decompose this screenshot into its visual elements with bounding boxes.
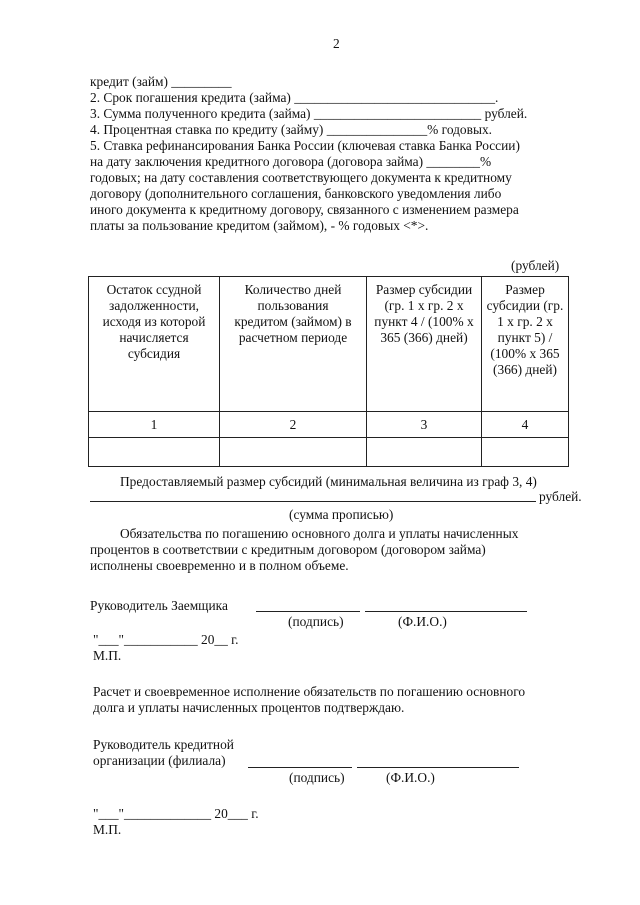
line-refinancing-cont3: иного документа к кредитному договору, связанного с изменением размера: [90, 202, 519, 217]
table-row: [89, 438, 569, 467]
line-interest-rate: 4. Процентная ставка по кредиту (займу) _______________% годовых.: [90, 122, 492, 137]
provided-subsidy-line: Предоставляемый размер субсидий (минимальная величина из граф 3, 4): [120, 474, 537, 489]
table-cell: 4: [482, 412, 569, 438]
line-refinancing-cont1: годовых; на дату составления соответствующего документа к кредитному: [90, 170, 512, 185]
line-refinancing-rate: 5. Ставка рефинансирования Банка России (ключевая ставка Банка России): [90, 138, 520, 153]
borrower-name-line[interactable]: [365, 611, 527, 612]
bank-signature-caption: (подпись): [289, 770, 345, 785]
borrower-stamp: М.П.: [93, 648, 122, 663]
line-repayment-term: 2. Срок погашения кредита (займа) ______________________________.: [90, 90, 499, 105]
line-refinancing-date: на дату заключения кредитного договора (договора займа) ________%: [90, 154, 492, 169]
borrower-head-title: Руководитель Заемщика: [90, 598, 228, 613]
header-cell-subsidy-1: Размер субсидии (гр. 1 х гр. 2 х пункт 4 / (100% х 365 (366) дней): [367, 277, 482, 412]
table-row: [89, 412, 569, 438]
table-cell: 1: [89, 412, 220, 438]
bank-name-caption: (Ф.И.О.): [386, 770, 435, 785]
table-cell[interactable]: [482, 438, 569, 467]
provided-amount-underline[interactable]: [90, 501, 536, 502]
line-credit-sum: 3. Сумма полученного кредита (займа) _________________________ рублей.: [90, 106, 528, 121]
line-refinancing-cont4: платы за пользование кредитом (займом), - % годовых <*>.: [90, 218, 429, 233]
header-cell-balance: Остаток ссудной задолженности, исходя из которой начисляется субсидия: [89, 277, 220, 412]
header-cell-days: Количество дней пользования кредитом (займом) в расчетном периоде: [220, 277, 367, 412]
bank-head-title-2: организации (филиала): [93, 753, 226, 768]
table-cell: 3: [367, 412, 482, 438]
obligation-line-3: исполнены своевременно и в полном объеме.: [90, 558, 349, 573]
line-credit: кредит (займ) _________: [90, 74, 232, 89]
obligation-line-2: процентов в соответствии с кредитным договором (договором займа): [90, 542, 486, 557]
confirm-line-1: Расчет и своевременное исполнение обязательств по погашению основного: [93, 684, 526, 699]
bank-signature-line[interactable]: [248, 767, 352, 768]
table-cell[interactable]: [89, 438, 220, 467]
confirm-line-2: долга и уплаты начисленных процентов подтверждаю.: [93, 700, 405, 715]
table-cell[interactable]: [367, 438, 482, 467]
bank-stamp: М.П.: [93, 822, 122, 837]
amount-words-caption: (сумма прописью): [289, 507, 394, 522]
subsidy-table: [88, 276, 569, 467]
table-cell[interactable]: [220, 438, 367, 467]
bank-name-line[interactable]: [357, 767, 519, 768]
bank-head-title-1: Руководитель кредитной: [93, 737, 234, 752]
bank-date: "___"_____________ 20___ г.: [93, 806, 259, 821]
borrower-signature-caption: (подпись): [288, 614, 344, 629]
page-number: 2: [333, 36, 340, 51]
borrower-date: "___"___________ 20__ г.: [93, 632, 239, 647]
borrower-signature-line[interactable]: [256, 611, 360, 612]
table-header-row: [89, 277, 569, 412]
provided-rubles: рублей.: [539, 489, 582, 504]
table-unit: (рублей): [511, 258, 560, 273]
obligation-line-1: Обязательства по погашению основного долга и уплаты начисленных: [120, 526, 519, 541]
line-refinancing-cont2: договору (дополнительного соглашения, банковского уведомления либо: [90, 186, 502, 201]
table-cell: 2: [220, 412, 367, 438]
header-cell-subsidy-2: Размер субсидии (гр. 1 х гр. 2 х пункт 5) / (100% х 365 (366) дней): [482, 277, 569, 412]
borrower-name-caption: (Ф.И.О.): [398, 614, 447, 629]
